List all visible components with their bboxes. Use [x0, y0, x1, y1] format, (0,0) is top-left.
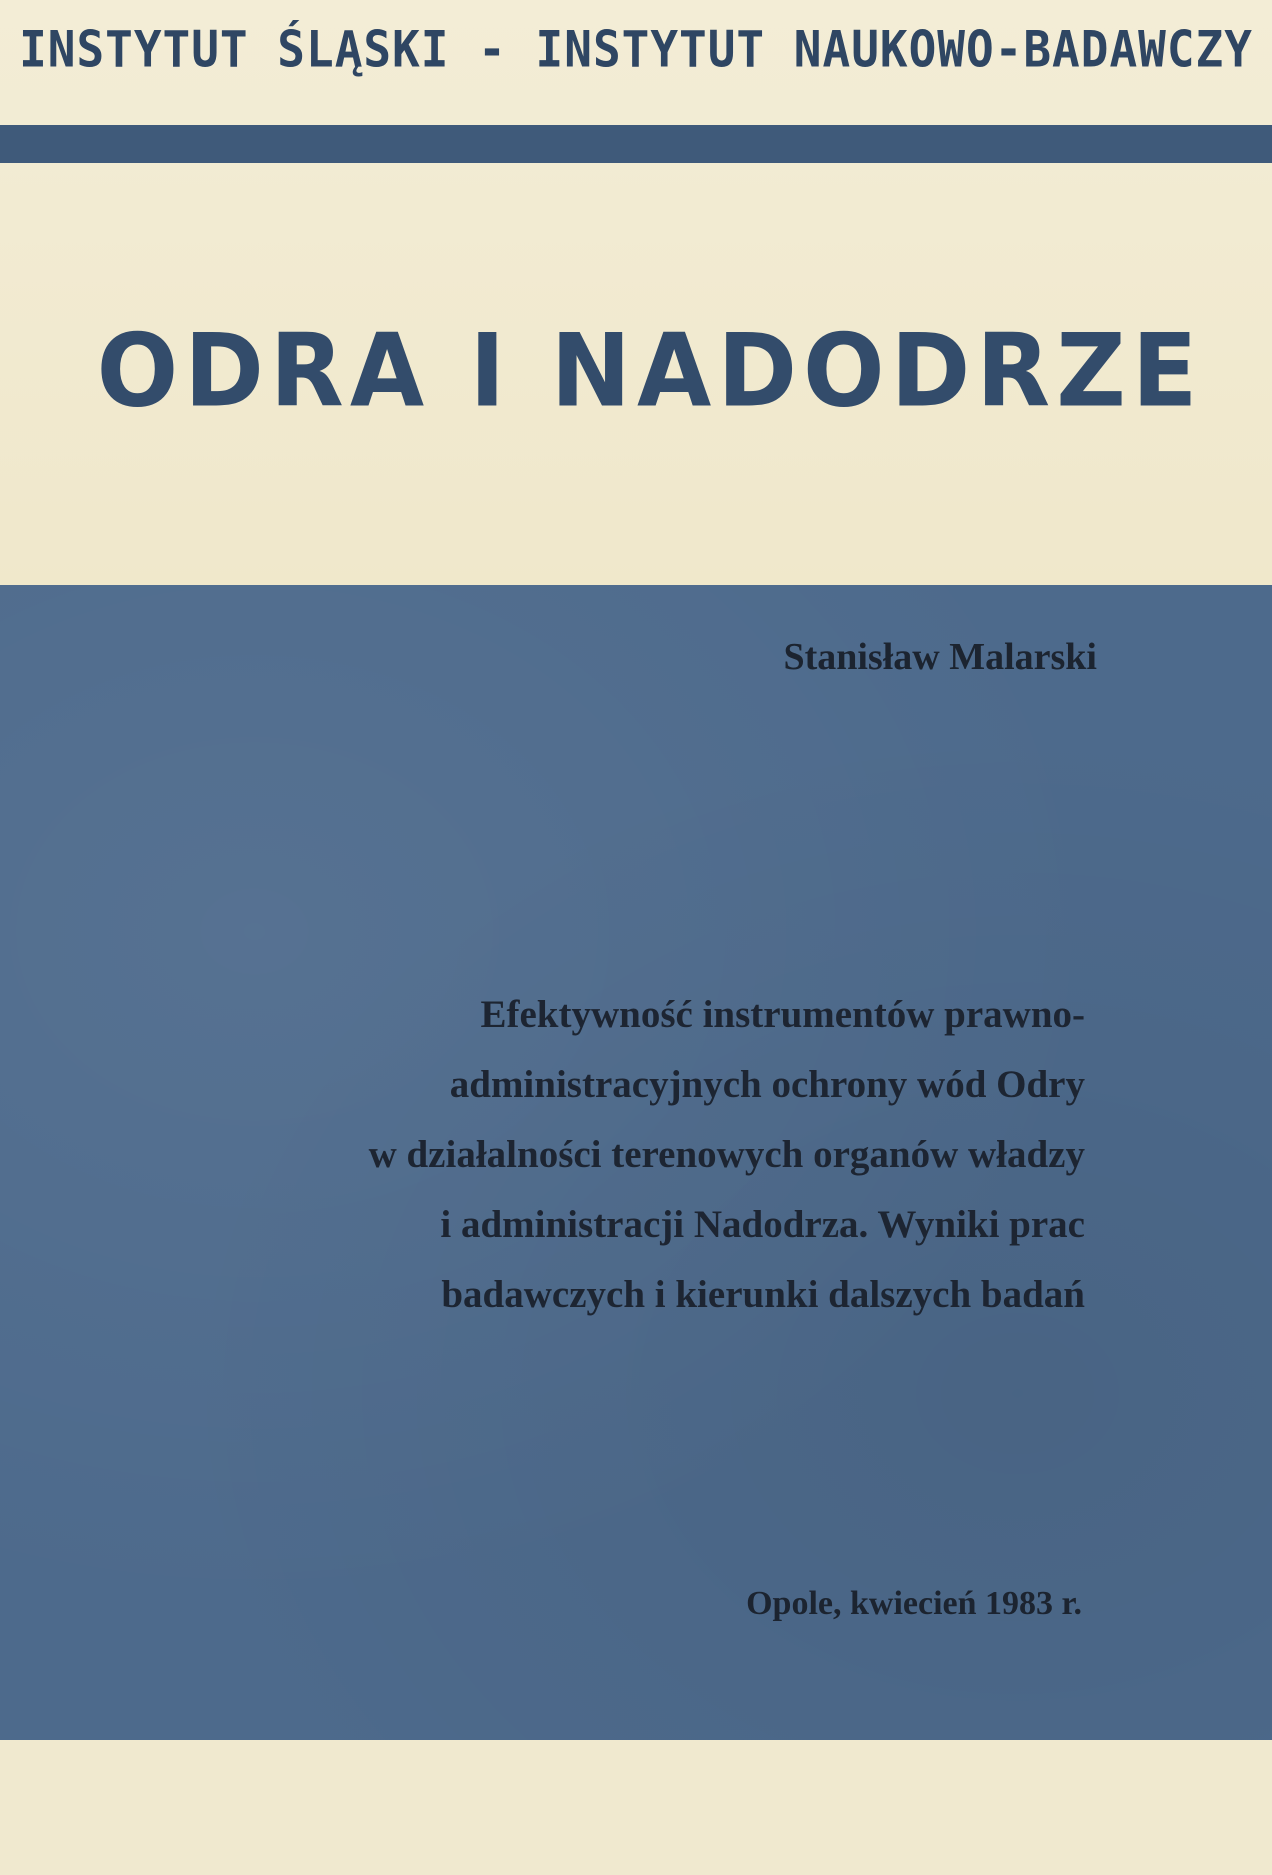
work-title: Efektywność instrumentów prawno- administracyjnych ochrony wód Odry w działalności terenowych organów władzy i administracji Nadodrza. Wyniki prac badawczych i kierunki dalszych badań: [368, 993, 1085, 1316]
header-stripe: [0, 125, 1272, 163]
bottom-band: [0, 1740, 1272, 1875]
author-name: Stanisław Malarski: [783, 636, 1097, 678]
institute-header: INSTYTUT ŚLĄSKI - INSTYTUT NAUKOWO-BADAWCZY: [19, 19, 1253, 79]
place-date: Opole, kwiecień 1983 r.: [746, 1585, 1082, 1622]
blue-panel: [0, 585, 1272, 1740]
series-title: ODRA I NADODRZE: [96, 312, 1204, 430]
